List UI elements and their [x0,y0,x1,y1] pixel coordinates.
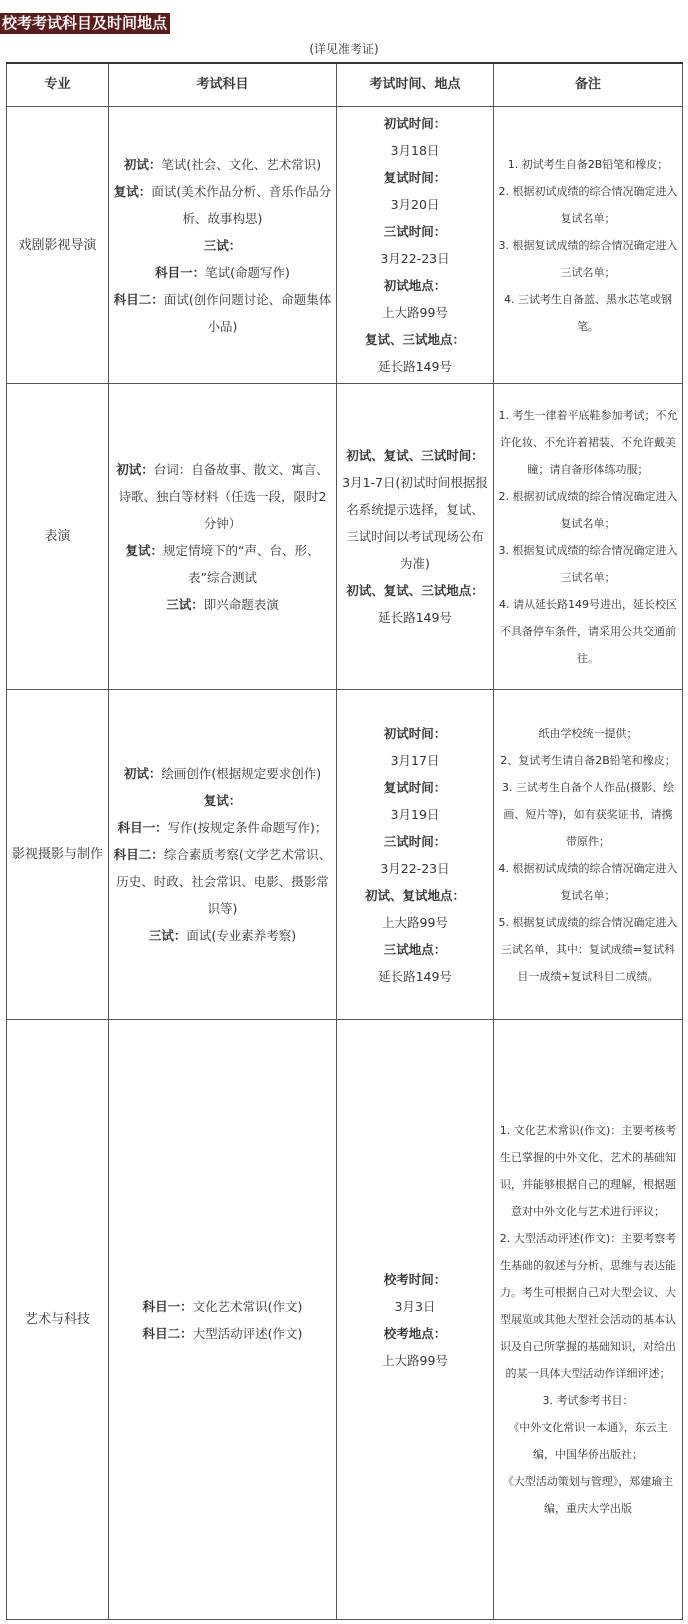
time-place-line-text: 上大路99号 [382,305,448,320]
time-place-line [341,747,489,774]
time-place-line [341,469,489,577]
subject-line-text: 面试(美术作品分析、音乐作品分析、故事构思) [151,183,332,226]
time-place-line-label: 初试、复试、三试地点： [346,583,484,598]
time-place-line-label: 三试地点： [383,941,447,957]
page-title: 校考考试科目及时间地点 [0,13,170,34]
subject-line-text: 绘画创作(根据规定要求创作) [161,766,322,781]
major-cell: 影视摄影与制作 [7,690,109,1020]
subject-line [113,232,332,259]
note-line: 3. 考试参考书目： [542,1394,634,1407]
time-place-line [341,218,489,245]
note-line: 2. 大型活动评述(作文)：主要考察考生基础的叙述与分析、思维与表达能力。考生可根据自己对大型会议、大型展览或其他大型社会活动的基本认识及自己所掌握的基础知识，对给出的某一具体大型活动作详细评述； [499,1232,677,1380]
time-place-line [341,110,489,137]
subject-line-label: 三试： [148,928,187,943]
major-cell: 艺术与科技 [7,1020,109,1620]
subject-line [113,178,332,232]
subject-line-text: 即兴命题表演 [203,596,279,612]
page-subtitle: (详见准考证) [309,42,379,56]
subject-line [113,787,332,814]
notes-cell [494,1020,683,1620]
subject-line [113,591,332,618]
subject-line-text: 面试(创作问题讨论、命题集体小品) [163,291,332,334]
note-line: 5. 根据复试成绩的综合情况确定进入三试名单，其中：复试成绩=复试科目一成绩+复试科目二成绩。 [498,915,678,983]
subject-line-text: 综合素质考察(文学艺术常识、历史、时政、社会常识、电影、摄影常识等) [116,847,332,916]
time-place-line [341,577,489,604]
note-line: 1. 文化艺术常识(作文)：主要考核考生已掌握的中外文化、艺术的基础知识，并能够根据自己的理解，根据题意对中外文化与艺术进行评议； [499,1124,677,1218]
time-place-line [341,137,489,164]
time-place-line-label: 复试时间： [383,170,447,185]
time-place-line-label: 校考地点： [383,1325,447,1341]
subject-line-text: 写作(按规定条件命题写作)； [167,820,328,835]
time-place-line [341,272,489,299]
subjects-cell [109,384,337,690]
time-place-line [341,1293,489,1320]
time-place-line-label: 复试、三试地点： [364,332,465,347]
major-cell: 表演 [7,384,109,690]
subject-line-text: 文化艺术常识(作文) [192,1298,303,1314]
notes-cell [494,384,683,690]
subject-line-label: 科目二： [113,847,164,862]
header-major: 专业 [7,63,109,107]
subject-line-label: 三试： [166,596,204,612]
note-line: 1. 考生一律着平底鞋参加考试；不允许化妆、不允许着裙装、不允许戴美瞳；请自备形体练功服； [498,408,678,476]
subject-line-label: 初试： [123,766,162,781]
time-place-line-label: 三试时间： [383,833,447,849]
subject-line-label: 科目一： [117,820,168,835]
note-line: 3. 三试考生自备个人作品(摄影、绘画、短片等)，如有获奖证书，请携带原件； [501,780,675,848]
note-line: 2. 根据初试成绩的综合情况确定进入复试名单； [498,489,678,530]
subject-line [113,456,332,537]
note-line: 2、复试考生请自备2B铅笔和橡皮； [500,753,676,767]
subjects-cell [109,1020,337,1620]
time-place-line-text: 3月22-23日 [380,860,450,876]
subjects-cell [109,690,337,1020]
time-place-line-text: 3月18日 [390,143,440,158]
subject-line-label: 初试： [123,156,162,172]
note-line: 纸由学校统一提供； [538,726,638,740]
header-notes: 备注 [494,63,683,107]
time-place-line [341,720,489,747]
exam-schedule-table [6,62,683,1620]
subject-line-label: 复试： [125,542,164,558]
subject-line-text: 台词：自备故事、散文、寓言、诗歌、独白等材料（任选一段，限时2分钟） [118,461,329,531]
time-place-line-label: 初试时间： [383,116,447,131]
subject-line-text: 笔试(社会、文化、艺术常识) [161,156,322,172]
note-line: 《中外文化常识一本通》，东云主编，中国华侨出版社； [508,1421,668,1461]
subject-line-label: 初试： [116,461,154,477]
time-place-line-text: 延长路149号 [378,968,452,984]
subject-line [113,1293,332,1320]
subject-line-text: 大型活动评述(作文) [192,1325,303,1341]
time-place-cell [337,384,494,690]
time-place-line [341,801,489,828]
subject-line [113,151,332,178]
time-place-line [341,245,489,272]
note-line: 3. 根据复试成绩的综合情况确定进入三试名单； [498,238,678,279]
subject-line-label: 科目二： [142,1325,193,1341]
time-place-line-text: 3月22-23日 [380,251,450,266]
time-place-line [341,326,489,353]
subject-line-text: 面试(专业素养考察) [186,928,297,943]
time-place-line-text: 上大路99号 [382,1352,448,1368]
time-place-line-label: 初试、复试地点： [364,887,465,903]
time-place-line-label: 复试时间： [383,779,447,795]
time-place-line-label: 初试、复试、三试时间： [346,448,484,463]
time-place-line-text: 3月3日 [394,1298,436,1314]
subject-line [113,286,332,340]
time-place-line [341,442,489,469]
time-place-line [341,299,489,326]
subject-line-label: 复试： [113,183,152,199]
time-place-line-text: 延长路149号 [378,610,452,625]
note-line: 4. 三试考生自备蓝、黑水芯笔或钢笔。 [504,292,672,333]
header-time-place: 考试时间、地点 [337,63,494,107]
time-place-line [341,1266,489,1293]
subject-line [113,814,332,841]
note-line: 2. 根据初试成绩的综合情况确定进入复试名单； [498,184,678,225]
subject-line-label: 复试： [203,793,242,808]
major-cell: 戏剧影视导演 [7,107,109,384]
time-place-line-label: 三试时间： [383,224,447,239]
time-place-cell [337,107,494,384]
time-place-line-text: 3月17日 [390,752,440,768]
header-subjects: 考试科目 [109,63,337,107]
subject-line-label: 科目二： [113,291,164,307]
time-place-line-text: 3月19日 [390,806,440,822]
subject-line-text: 规定情境下的“声、台、形、表”综合测试 [163,542,320,585]
subject-line-label: 科目一： [155,264,206,280]
table-row [7,690,683,1020]
time-place-line [341,191,489,218]
time-place-line [341,828,489,855]
subject-line [113,259,332,286]
subjects-cell [109,107,337,384]
time-place-line-label: 初试地点： [383,278,447,293]
subject-line [113,760,332,787]
time-place-line [341,1320,489,1347]
subject-line [113,922,332,949]
time-place-line-text: 3月1-7日(初试时间根据报名系统提示选择，复试、三试时间以考试现场公布为准) [342,475,488,571]
notes-cell [494,690,683,1020]
time-place-cell [337,690,494,1020]
time-place-line [341,909,489,936]
time-place-line-label: 初试时间： [383,725,447,741]
table-row [7,1020,683,1620]
subject-line-label: 科目一： [142,1298,193,1314]
time-place-line-label: 校考时间： [383,1271,447,1287]
note-line: 1. 初试考生自备2B铅笔和橡皮； [507,157,669,171]
time-place-line-text: 延长路149号 [378,359,452,374]
table-header-row [7,63,683,107]
note-line: 《大型活动策划与管理》，郑建瑜主编，重庆大学出版 [502,1475,674,1515]
subject-line [113,537,332,591]
time-place-line [341,936,489,963]
note-line: 4. 请从延长路149号进出，延长校区不具备停车条件，请采用公共交通前往。 [499,597,677,665]
time-place-line [341,963,489,990]
subject-line-label: 三试： [203,237,242,253]
subject-line-text: 笔试(命题写作) [205,264,290,280]
table-row [7,384,683,690]
time-place-line [341,604,489,631]
time-place-cell [337,1020,494,1620]
notes-cell [494,107,683,384]
subject-line [113,841,332,922]
table-row [7,107,683,384]
subject-line [113,1320,332,1347]
note-line: 3. 根据复试成绩的综合情况确定进入三试名单； [498,543,678,584]
time-place-line [341,882,489,909]
time-place-line [341,855,489,882]
note-line: 4. 根据初试成绩的综合情况确定进入复试名单； [498,861,678,902]
time-place-line [341,353,489,380]
time-place-line [341,164,489,191]
time-place-line [341,774,489,801]
time-place-line-text: 3月20日 [390,197,440,212]
time-place-line [341,1347,489,1374]
time-place-line-text: 上大路99号 [382,914,448,930]
